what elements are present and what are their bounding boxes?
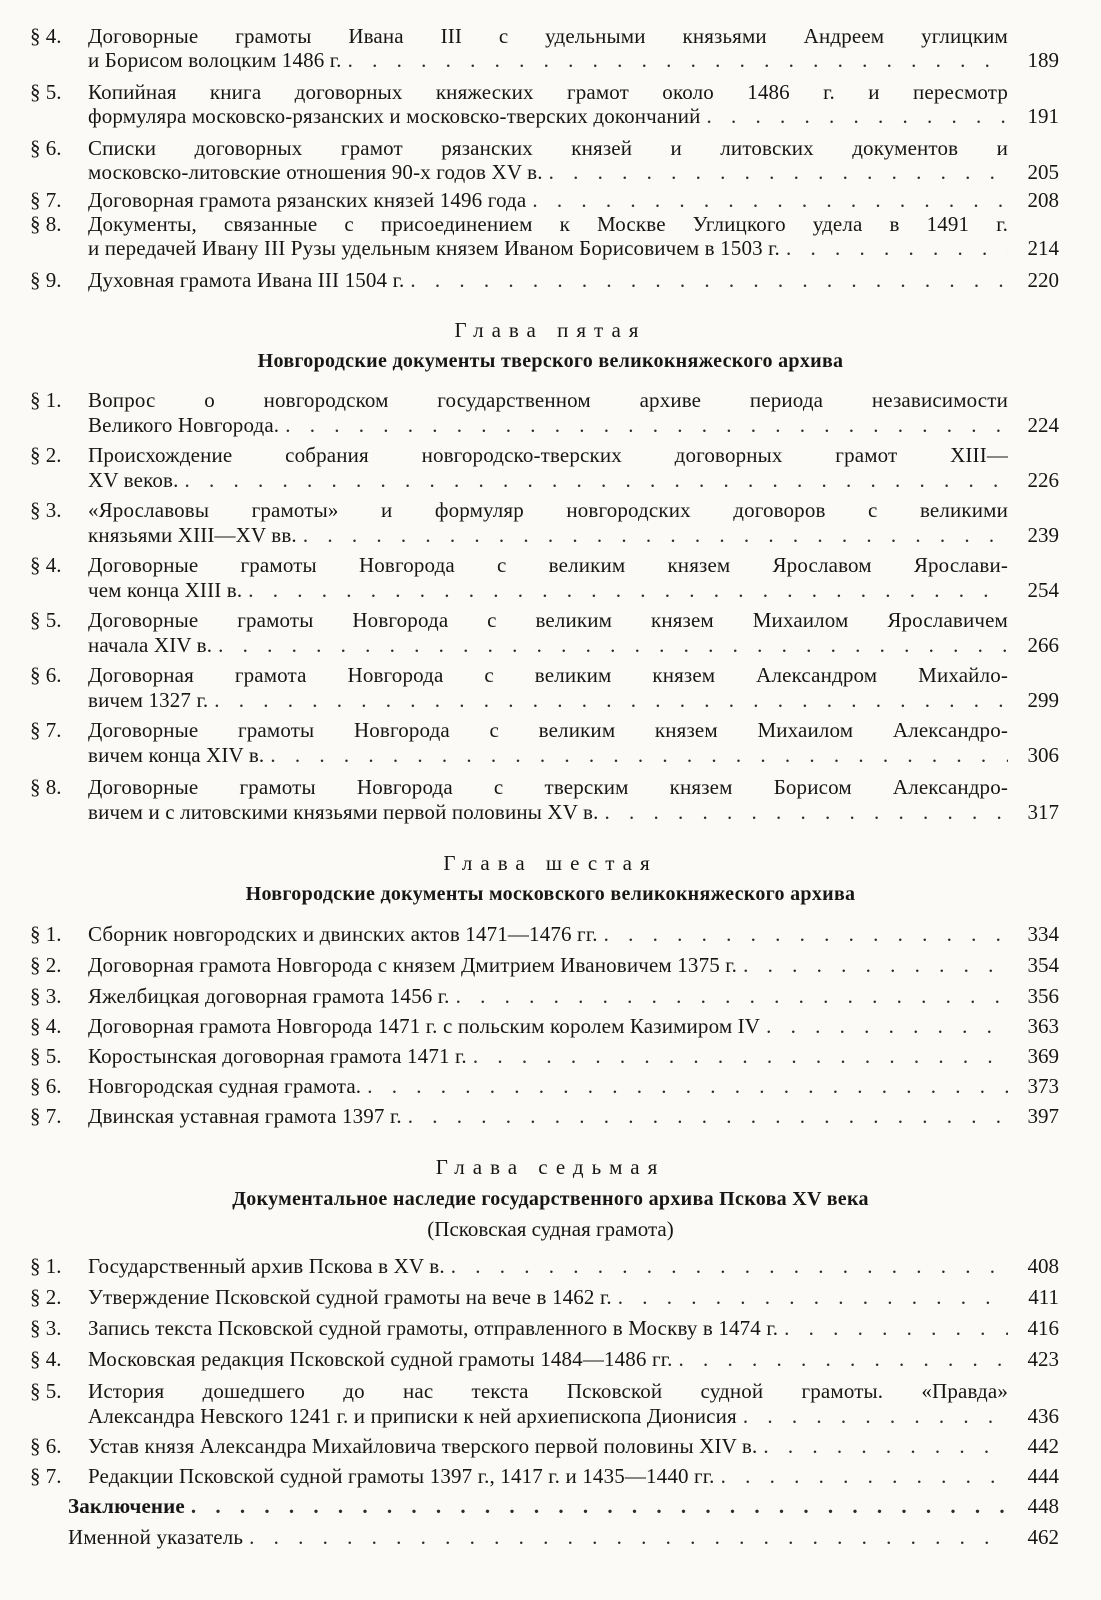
entry-body [68,1494,1008,1518]
entry-body [88,136,1008,184]
section-number: § 5. [30,1044,62,1068]
section-number: § 8. [30,775,62,799]
entry-text-line: Договорные грамоты Ивана III с удельными князьями Андреем углицким [88,24,1008,48]
entry-last-line [88,922,1008,946]
entry-last-line [88,104,1008,128]
entry-last-line [88,800,1008,825]
page-number: 220 [1027,268,1059,292]
page-number: 448 [1027,1494,1059,1518]
leader-dots [450,984,1008,1008]
section-number: § 7. [30,188,62,212]
entry-last-line [88,188,1008,212]
leader-dots [208,688,1008,713]
section-number: § 7. [30,718,62,742]
entry-body [88,1285,1008,1310]
chapter-seven-title: Документальное наследие государственного архива Пскова XV века [232,1188,869,1210]
section-number: § 2. [30,443,62,467]
leader-dots [780,236,1008,260]
chapter-five-heading: Глава пятая [454,318,647,342]
page-number: 442 [1027,1434,1059,1458]
page-number: 369 [1027,1044,1059,1068]
entry-title: Новгородская судная грамота. [88,1074,362,1098]
entry-body [88,1379,1008,1429]
entry-last-line [88,523,1008,548]
chapter-five-title: Новгородские документы тверского великокняжеского архива [257,350,844,372]
section-number: § 4. [30,24,62,48]
leader-dots [778,1316,1008,1341]
leader-dots [715,1464,1008,1489]
entry-body [88,953,1008,977]
leader-dots [760,1014,1008,1038]
entry-last-line [88,688,1008,713]
entry-body [88,1074,1008,1098]
entry-body [88,984,1008,1008]
entry-body [88,1347,1008,1372]
page-number: 254 [1027,578,1059,602]
entry-last-line [88,48,1008,72]
entry-title: московско-литовские отношения 90-х годов XV в. [88,160,543,184]
page-number: 306 [1027,743,1059,767]
entry-body [88,775,1008,825]
entry-last-line [88,268,1008,292]
entry-title: вичем 1327 г. [88,688,209,712]
entry-title: Сборник новгородских и двинских актов 1471—1476 гг. [88,922,598,946]
entry-title: и передачей Ивану III Рузы удельным князем Иваном Борисовичем в 1503 г. [88,236,780,260]
section-number: § 6. [30,1074,62,1098]
entry-body [88,1464,1008,1489]
entry-text-line: Копийная книга договорных княжеских грамот около 1486 г. и пересмотр [88,80,1008,104]
entry-last-line [88,1404,1008,1429]
chapter-seven-subtitle: (Псковская судная грамота) [427,1217,674,1241]
page-number: 373 [1027,1074,1059,1098]
entry-last-line [88,1104,1008,1128]
section-number: § 1. [30,1254,62,1278]
entry-text-line: Договорные грамоты Новгорода с великим князем Михаилом Ярославичем [88,608,1008,632]
page-number: 239 [1027,523,1059,547]
page-number: 299 [1027,688,1059,712]
entry-last-line [68,1494,1008,1518]
entry-title: Коростынская договорная грамота 1471 г. [88,1044,467,1068]
chapter-six-title: Новгородские документы московского великокняжеского архива [245,883,856,905]
entry-body [88,1434,1008,1459]
page-number: 436 [1027,1404,1059,1428]
leader-dots [737,1404,1008,1429]
entry-title: чем конца XIII в. [88,578,243,602]
entry-body [88,718,1008,768]
entry-body [88,188,1008,212]
entry-last-line [88,1464,1008,1489]
entry-last-line [88,1347,1008,1372]
leader-dots [467,1044,1008,1068]
entry-title: и Борисом волоцким 1486 г. [88,48,342,72]
entry-title: вичем и с литовскими князьями первой половины XV в. [88,800,599,824]
entry-text-line: Списки договорных грамот рязанских князей и литовских документов и [88,136,1008,160]
entry-last-line [88,1014,1008,1038]
entry-last-line [88,1434,1008,1459]
entry-last-line [88,953,1008,977]
page-number: 363 [1027,1014,1059,1038]
page-number: 208 [1027,188,1059,212]
entry-last-line [88,578,1008,603]
entry-title: Заключение [68,1494,185,1518]
entry-last-line [88,468,1008,493]
entry-title: Духовная грамота Ивана III 1504 г. [88,268,405,292]
entry-last-line [88,743,1008,768]
entry-body [88,1044,1008,1068]
leader-dots [599,800,1008,825]
leader-dots [673,1347,1008,1372]
leader-dots [178,468,1008,493]
page-number: 356 [1027,984,1059,1008]
leader-dots [445,1254,1008,1279]
entry-text-line: Документы, связанные с присоединением к Москве Углицкого удела в 1491 г. [88,212,1008,236]
section-number: § 4. [30,553,62,577]
entry-last-line [88,1254,1008,1279]
entry-last-line [88,160,1008,184]
chapter-seven-heading: Глава седьмая [435,1155,666,1179]
page-number: 189 [1027,48,1059,72]
entry-body [88,498,1008,548]
section-number: § 6. [30,1434,62,1458]
page-number: 334 [1027,922,1059,946]
entry-last-line [88,1285,1008,1310]
entry-text-line: История дошедшего до нас текста Псковской судной грамоты. «Правда» [88,1379,1008,1403]
leader-dots [212,633,1008,658]
entry-title: Устав князя Александра Михайловича тверского первой половины XIV в. [88,1434,758,1458]
leader-dots [297,523,1008,548]
page-number: 444 [1027,1464,1059,1488]
page-number: 226 [1027,468,1059,492]
leader-dots [279,413,1008,438]
leader-dots [701,104,1008,128]
entry-title: Двинская уставная грамота 1397 г. [88,1104,402,1128]
section-number: § 7. [30,1464,62,1488]
leader-dots [402,1104,1008,1128]
entry-last-line [88,1316,1008,1341]
entry-text-line: Вопрос о новгородском государственном архиве периода независимости [88,388,1008,412]
entry-body [88,608,1008,658]
entry-title: Утверждение Псковской судной грамоты на вече в 1462 г. [88,1285,612,1309]
entry-last-line [68,1525,1008,1549]
entry-text-line: Договорные грамоты Новгорода с тверским князем Борисом Александро- [88,775,1008,799]
entry-body [88,1104,1008,1128]
section-number: § 6. [30,663,62,687]
page-number: 214 [1027,236,1059,260]
page-number: 317 [1027,800,1059,824]
entry-text-line: Договорные грамоты Новгорода с великим князем Ярославом Ярослави- [88,553,1008,577]
entry-title: Яжелбицкая договорная грамота 1456 г. [88,984,450,1008]
leader-dots [361,1074,1008,1098]
section-number: § 4. [30,1347,62,1371]
entry-title: Именной указатель [68,1525,244,1549]
section-number: § 1. [30,388,62,412]
section-number: § 3. [30,984,62,1008]
entry-title: Запись текста Псковской судной грамоты, отправленного в Москву в 1474 г. [88,1316,779,1340]
entry-body [88,80,1008,128]
page-number: 423 [1027,1347,1059,1371]
page-number: 266 [1027,633,1059,657]
entry-text-line: Договорная грамота Новгорода с великим князем Александром Михайло- [88,663,1008,687]
page-number: 224 [1027,413,1059,437]
entry-last-line [88,236,1008,260]
section-number: § 5. [30,1379,62,1403]
entry-last-line [88,984,1008,1008]
leader-dots [342,48,1008,72]
entry-text-line: Происхождение собрания новгородско-тверских договорных грамот XIII— [88,443,1008,467]
section-number: § 3. [30,1316,62,1340]
leader-dots [526,188,1008,212]
page-number: 408 [1027,1254,1059,1278]
page-number: 411 [1028,1285,1059,1309]
entry-body [88,922,1008,946]
section-number: § 5. [30,608,62,632]
entry-body [88,268,1008,292]
page-number: 397 [1027,1104,1059,1128]
entry-title: князьями XIII—XV вв. [88,523,297,547]
section-number: § 1. [30,922,62,946]
entry-title: Договорная грамота Новгорода 1471 г. с польским королем Казимиром IV [88,1014,761,1038]
entry-body [88,1254,1008,1279]
entry-text-line: «Ярославовы грамоты» и формуляр новгородских договоров с великими [88,498,1008,522]
entry-title: Московская редакция Псковской судной грамоты 1484—1486 гг. [88,1347,673,1371]
leader-dots [242,578,1008,603]
entry-title: Александра Невского 1241 г. и приписки к ней архиепископа Дионисия [88,1404,737,1428]
leader-dots [243,1525,1008,1549]
section-number: § 3. [30,498,62,522]
leader-dots [543,160,1008,184]
section-number: § 2. [30,953,62,977]
page-number: 416 [1027,1316,1059,1340]
entry-body [88,443,1008,493]
entry-body [88,553,1008,603]
section-number: § 9. [30,268,62,292]
entry-body [88,24,1008,72]
section-number: § 2. [30,1285,62,1309]
entry-body [88,1316,1008,1341]
section-number: § 8. [30,212,62,236]
entry-title: XV веков. [88,468,179,492]
entry-title: вичем конца XIV в. [88,743,265,767]
leader-dots [757,1434,1008,1459]
entry-body [88,388,1008,438]
entry-last-line [88,1074,1008,1098]
chapter-six-heading: Глава шестая [443,851,658,875]
leader-dots [264,743,1008,768]
entry-title: начала XIV в. [88,633,213,657]
leader-dots [404,268,1008,292]
entry-body [88,212,1008,260]
entry-title: Государственный архив Пскова в XV в. [88,1254,445,1278]
entry-title: Договорная грамота рязанских князей 1496 года [88,188,527,212]
entry-title: формуляра московско-рязанских и московско-тверских докончаний [88,104,701,128]
page-number: 191 [1027,104,1059,128]
leader-dots [737,953,1008,977]
leader-dots [598,922,1008,946]
section-number: § 4. [30,1014,62,1038]
entry-title: Договорная грамота Новгорода с князем Дмитрием Ивановичем 1375 г. [88,953,738,977]
entry-text-line: Договорные грамоты Новгорода с великим князем Михаилом Александро- [88,718,1008,742]
entry-body [68,1525,1008,1549]
entry-last-line [88,1044,1008,1068]
entry-body [88,1014,1008,1038]
section-number: § 7. [30,1104,62,1128]
page-number: 462 [1027,1525,1059,1549]
page-number: 205 [1027,160,1059,184]
entry-title: Редакции Псковской судной грамоты 1397 г., 1417 г. и 1435—1440 гг. [88,1464,715,1488]
entry-last-line [88,633,1008,658]
entry-last-line [88,413,1008,438]
entry-title: Великого Новгорода. [88,413,280,437]
entry-body [88,663,1008,713]
section-number: § 6. [30,136,62,160]
leader-dots [612,1285,1008,1310]
page-number: 354 [1027,953,1059,977]
leader-dots [185,1494,1008,1518]
section-number: § 5. [30,80,62,104]
